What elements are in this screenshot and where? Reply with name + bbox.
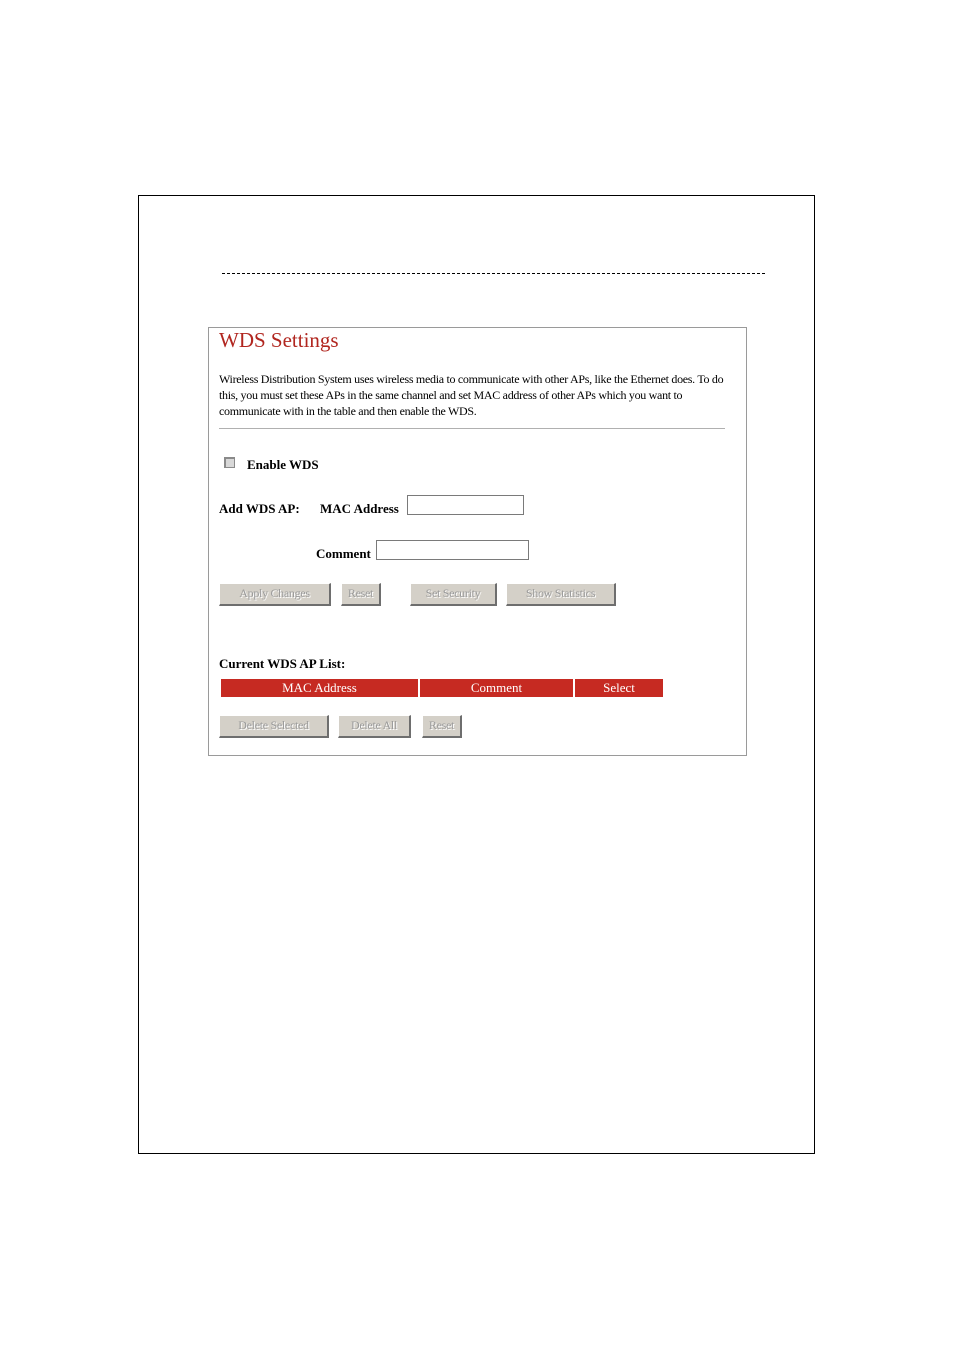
- wds-settings-panel: [208, 327, 747, 756]
- column-header-comment: Comment: [420, 679, 573, 697]
- delete-selected-button[interactable]: Delete Selected: [219, 715, 329, 738]
- add-wds-ap-label: Add WDS AP:: [219, 501, 300, 516]
- apply-changes-button[interactable]: Apply Changes: [219, 583, 331, 606]
- show-statistics-button[interactable]: Show Statistics: [506, 583, 616, 606]
- list-reset-button[interactable]: Reset: [422, 715, 462, 738]
- comment-input[interactable]: [376, 540, 529, 560]
- enable-wds-label: Enable WDS: [247, 457, 319, 472]
- set-security-button[interactable]: Set Security: [410, 583, 497, 606]
- mac-address-input[interactable]: [407, 495, 524, 515]
- page-description: Wireless Distribution System uses wireless media to communicate with other APs, like the Ethernet does. To do this, you must set these APs in the same channel and set MAC address of other APs which you want to communicate with in the table and then enable the WDS.: [219, 372, 724, 418]
- dotted-divider: [222, 273, 765, 274]
- enable-wds-checkbox[interactable]: [224, 457, 235, 468]
- wds-ap-list-label: Current WDS AP List:: [219, 656, 346, 671]
- mac-address-label: MAC Address: [320, 501, 399, 516]
- page-title: WDS Settings: [219, 328, 339, 352]
- column-header-select: Select: [575, 679, 663, 697]
- section-divider: [219, 428, 725, 429]
- column-header-mac-address: MAC Address: [221, 679, 418, 697]
- reset-button[interactable]: Reset: [341, 583, 381, 606]
- delete-all-button[interactable]: Delete All: [338, 715, 411, 738]
- comment-label: Comment: [316, 546, 371, 561]
